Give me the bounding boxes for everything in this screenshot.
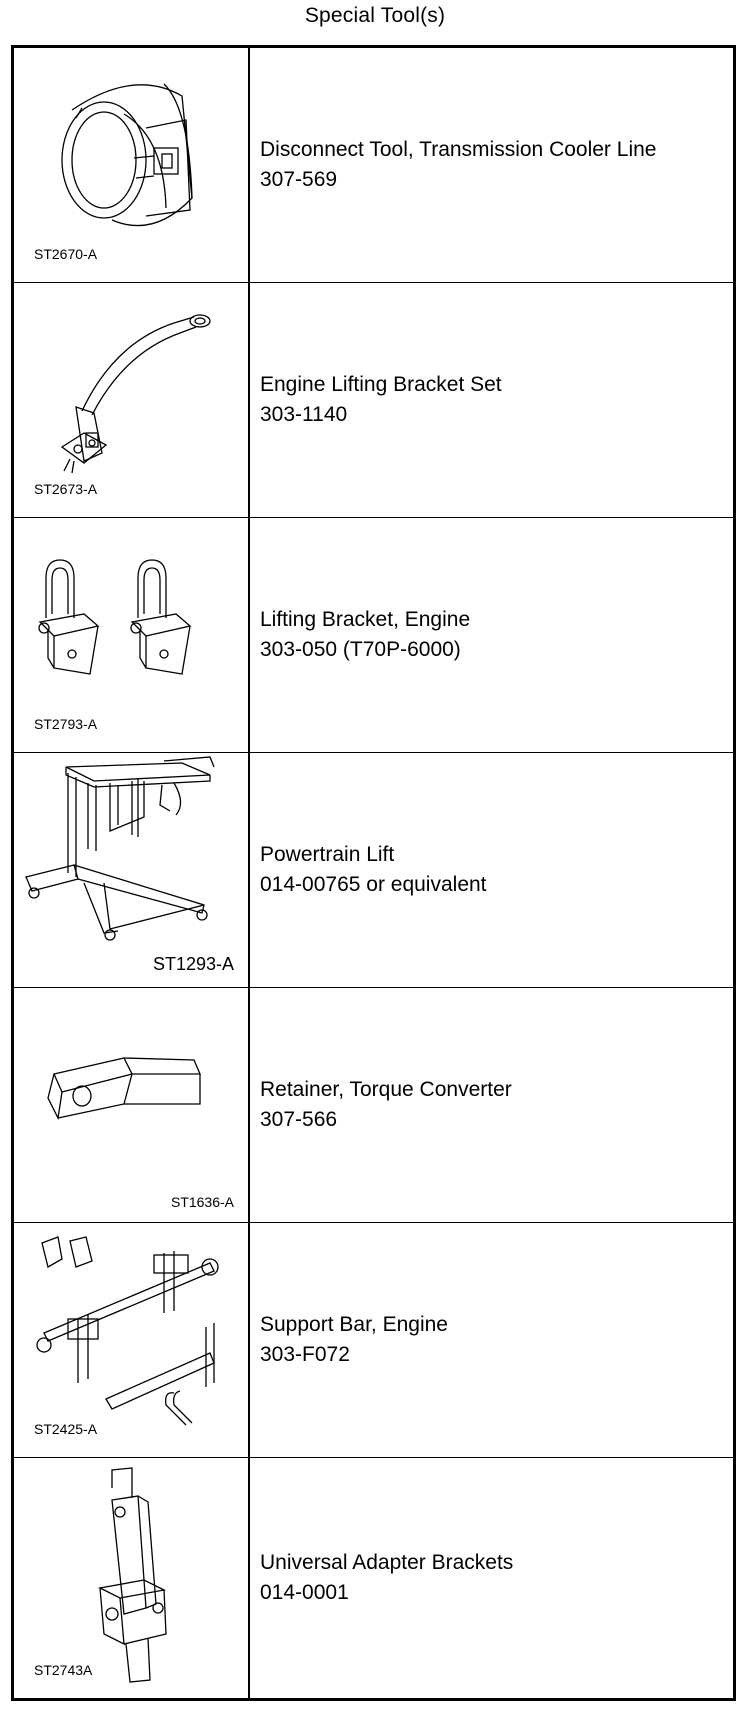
tool-image-cell bbox=[14, 1223, 250, 1457]
tool-image-cell bbox=[14, 1458, 250, 1698]
table-row bbox=[14, 1223, 733, 1458]
tool-name: Support Bar, Engine bbox=[260, 1313, 448, 1336]
tool-code: ST2743A bbox=[34, 1662, 93, 1678]
torque-converter-retainer-icon bbox=[14, 988, 248, 1222]
table-row bbox=[14, 753, 733, 988]
tool-code: ST2793-A bbox=[34, 716, 98, 732]
tool-name: Engine Lifting Bracket Set bbox=[260, 373, 502, 396]
tool-number: 303-F072 bbox=[260, 1343, 350, 1366]
special-tools-table bbox=[11, 45, 736, 1701]
tool-image-cell bbox=[14, 283, 250, 517]
tool-code: ST1636-A bbox=[170, 1194, 234, 1210]
tool-number: 303-1140 bbox=[260, 403, 348, 426]
tool-code: ST2670-A bbox=[34, 246, 98, 262]
tool-description bbox=[260, 840, 487, 900]
tool-code: ST2673-A bbox=[34, 481, 98, 497]
tool-image-cell bbox=[14, 518, 250, 752]
tool-name: Lifting Bracket, Engine bbox=[260, 608, 471, 631]
tool-number: 014-00765 or equivalent bbox=[260, 873, 487, 896]
tool-image-cell bbox=[14, 988, 250, 1222]
tool-name: Powertrain Lift bbox=[260, 843, 395, 866]
powertrain-lift-icon bbox=[14, 753, 248, 987]
tool-description bbox=[260, 370, 502, 430]
page-title: Special Tool(s) bbox=[304, 4, 446, 27]
tool-code: ST2425-A bbox=[34, 1421, 98, 1437]
table-row bbox=[14, 518, 733, 753]
tool-image-cell bbox=[14, 48, 250, 282]
tool-description bbox=[260, 1548, 513, 1608]
tool-description bbox=[260, 1075, 512, 1135]
tool-code: ST1293-A bbox=[152, 954, 234, 974]
universal-adapter-brackets-icon bbox=[14, 1458, 248, 1692]
tool-number: 014-0001 bbox=[260, 1581, 349, 1604]
tool-name: Retainer, Torque Converter bbox=[260, 1078, 512, 1101]
tool-number: 307-569 bbox=[260, 168, 338, 191]
table-row bbox=[14, 48, 733, 283]
tool-number: 303-050 (T70P-6000) bbox=[260, 638, 461, 661]
tool-name: Disconnect Tool, Transmission Cooler Line bbox=[260, 138, 657, 161]
tool-name: Universal Adapter Brackets bbox=[260, 1551, 514, 1574]
table-row bbox=[14, 283, 733, 518]
tool-image-cell bbox=[14, 753, 250, 987]
tool-description bbox=[260, 1310, 448, 1370]
tool-number: 307-566 bbox=[260, 1108, 338, 1131]
table-row bbox=[14, 1458, 733, 1698]
table-row bbox=[14, 988, 733, 1223]
tool-description bbox=[260, 135, 656, 195]
tool-description bbox=[260, 605, 470, 665]
